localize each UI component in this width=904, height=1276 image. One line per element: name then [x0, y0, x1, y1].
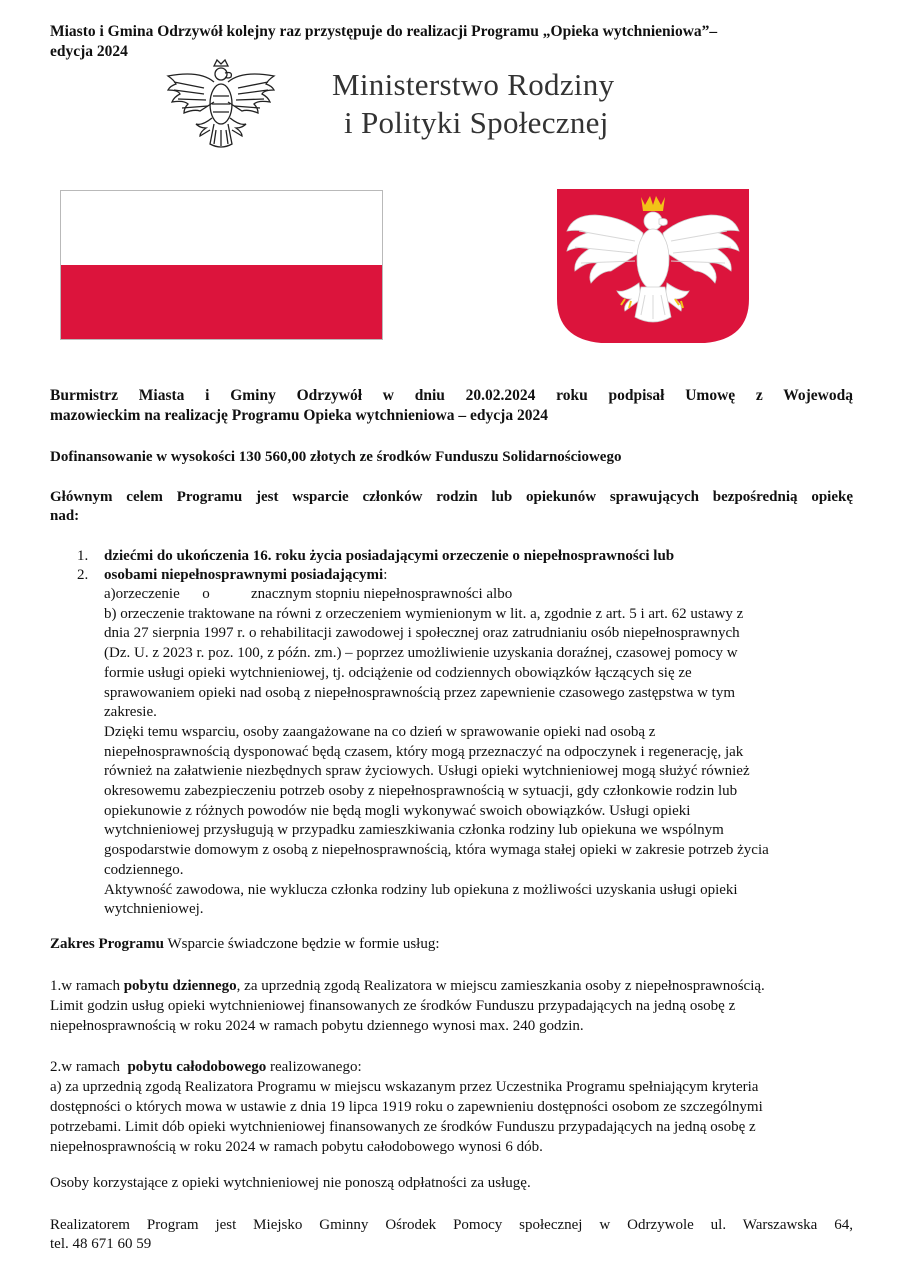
full-stay-line: dostępności o których mowa w ustawie z dnia 19 lipca 1919 roku o zapewnieniu dostępności osobom ze szczególnymi: [50, 1099, 763, 1115]
realizer-line-2: tel. 48 671 60 59: [50, 1236, 152, 1252]
intro-paragraph: [50, 386, 853, 426]
support-explanation: [104, 723, 856, 881]
intro-line-1: Burmistrz Miasta i Gminy Odrzywół w dniu 20.02.2024 roku podpisał Umowę z Wojewodą: [50, 387, 853, 404]
day-stay-line: niepełnosprawnością w roku 2024 w ramach pobytu dziennego wynosi max. 240 godzin.: [50, 1018, 584, 1034]
full-stay-paragraph: [50, 1057, 862, 1157]
heading-line-2: edycja 2024: [50, 43, 128, 60]
full-stay-line: potrzebami. Limit dób opieki wytchnieniowej finansowanych ze środków Funduszu przypadających na jedną osobę z: [50, 1119, 756, 1135]
criteria-block: [104, 585, 856, 920]
funding-line: Dofinansowanie w wysokości 130 560,00 złotych ze środków Funduszu Solidarnościowego: [50, 449, 622, 465]
explanation-line: codziennego.: [104, 861, 184, 878]
employment-line: wytchnieniowej.: [104, 901, 204, 918]
day-stay-paragraph: [50, 976, 860, 1036]
employment-note: [104, 881, 856, 920]
criterion-b-line: dnia 27 sierpnia 1997 r. o rehabilitacji zawodowej i społecznej oraz zatrudnianiu osób niepełnosprawnych: [104, 625, 740, 642]
day-stay-suffix: , za uprzednią zgodą Realizatora w miejscu zamieszkania osoby z niepełnosprawnością.: [236, 978, 765, 994]
employment-line: Aktywność zawodowa, nie wyklucza członka rodziny lub opiekuna z możliwości uzyskania usługi opieki: [104, 881, 738, 898]
list-number: 1.: [77, 548, 89, 564]
criterion-b-line: formie usługi opieki wytchnieniowej, tj. odciążenie od codziennych obowiązków łączących się ze: [104, 664, 692, 681]
realizer-line-1: Realizatorem Program jest Miejsko Gminny Ośrodek Pomocy społecznej w Odrzywole ul. Warszawska 64,: [50, 1217, 853, 1233]
explanation-line: wytchnieniowej przysługują w przypadku zamieszkiwania członka rodziny lub opiekuna we wspólnym: [104, 822, 724, 839]
ministry-line-2: i Polityki Społecznej: [344, 105, 609, 140]
explanation-line: również na załatwienie niezbędnych spraw życiowych. Usługi opieki wytchnieniowej mogą służyć również: [104, 763, 750, 780]
full-stay-suffix: realizowanego:: [266, 1059, 362, 1075]
day-stay-line: Limit godzin usług opieki wytchnieniowej finansowanych ze środków Funduszu przypadających na jedną osobę z: [50, 998, 736, 1014]
eagle-outline-icon: [162, 52, 280, 154]
criterion-b-line: zakresie.: [104, 704, 157, 721]
polish-flag-image: [60, 190, 383, 340]
ministry-name: [332, 66, 692, 142]
beneficiary-list: [50, 547, 853, 585]
criterion-b: [104, 605, 856, 723]
full-stay-prefix: 2.w ramach: [50, 1059, 128, 1075]
explanation-line: Dzięki temu wsparciu, osoby zaangażowane na co dzień w sprawowanie opieki nad osobą z: [104, 723, 656, 740]
explanation-line: okresowemu zabezpieczeniu potrzeb osoby z niepełnosprawnością w sytuacji, gdy członkowie rodzin lub: [104, 783, 738, 800]
criterion-b-line: b) orzeczenie traktowane na równi z orzeczeniem wymienionym w lit. a, zgodnie z art. 5 i art. 62 ustawy z: [104, 605, 744, 622]
flag-white-stripe: [61, 191, 382, 265]
list-item-text: dziećmi do ukończenia 16. roku życia posiadającymi orzeczenie o niepełnosprawności lub: [104, 548, 675, 564]
realizer-paragraph: [50, 1216, 853, 1254]
list-item-suffix: :: [383, 567, 388, 583]
criterion-b-line: (Dz. U. z 2023 r. poz. 100, z późn. zm.) – poprzez umożliwienie uzyskania doraźnej, czasowej pomocy w: [104, 645, 738, 662]
scope-label: Zakres Programu: [50, 936, 165, 952]
list-item: [50, 566, 853, 585]
list-item-text: osobami niepełnosprawnymi posiadającymi: [104, 567, 384, 583]
scope-line: [50, 935, 853, 954]
full-stay-bold: pobytu całodobowego: [127, 1059, 267, 1075]
coat-of-arms-icon: [555, 187, 751, 345]
goal-paragraph: [50, 488, 853, 526]
ministry-line-1: Ministerstwo Rodziny: [332, 67, 615, 102]
flag-red-stripe: [61, 265, 382, 339]
full-stay-line: niepełnosprawnością w roku 2024 w ramach pobytu całodobowego wynosi 6 dób.: [50, 1139, 543, 1155]
explanation-line: opiekunowie z różnych powodów nie będą mogli wykonywać swoich obowiązków. Usługi opieki: [104, 802, 691, 819]
list-item: [50, 547, 853, 566]
criterion-b-line: sprawowaniem opieki nad osobą z niepełnosprawnością przez zapewnienie czasowego zastępstwa w tym: [104, 684, 736, 701]
free-of-charge-line: Osoby korzystające z opieki wytchnieniowej nie ponoszą odpłatności za usługę.: [50, 1175, 531, 1191]
full-stay-line: a) za uprzednią zgodą Realizatora Programu w miejscu wskazanym przez Uczestnika Programu spełniającym kryteria: [50, 1079, 759, 1095]
goal-line-2: nad:: [50, 508, 80, 524]
goal-line-1: Głównym celem Programu jest wsparcie członków rodzin lub opiekunów sprawujących bezpośrednią opiekę: [50, 489, 853, 505]
explanation-line: gospodarstwie domowym z osobą z niepełnosprawnością, która wymaga stałej opieki w zakresie potrzeb życia: [104, 842, 769, 859]
explanation-line: niepełnosprawnością dysponować będą czasem, który mogą przeznaczyć na odpoczynek i regenerację, jak: [104, 743, 744, 760]
intro-line-2: mazowieckim na realizację Programu Opieka wytchnieniowa – edycja 2024: [50, 407, 548, 424]
day-stay-prefix: 1.w ramach: [50, 978, 124, 994]
heading-line-1: Miasto i Gmina Odrzywół kolejny raz przystępuje do realizacji Programu „Opieka wytchnieniowa”–: [50, 23, 718, 40]
scope-text: Wsparcie świadczone będzie w formie usług:: [164, 936, 440, 952]
criterion-a: a)orzeczenie o znacznym stopniu niepełnosprawności albo: [104, 586, 513, 602]
list-number: 2.: [77, 567, 89, 583]
day-stay-bold: pobytu dziennego: [123, 978, 237, 994]
